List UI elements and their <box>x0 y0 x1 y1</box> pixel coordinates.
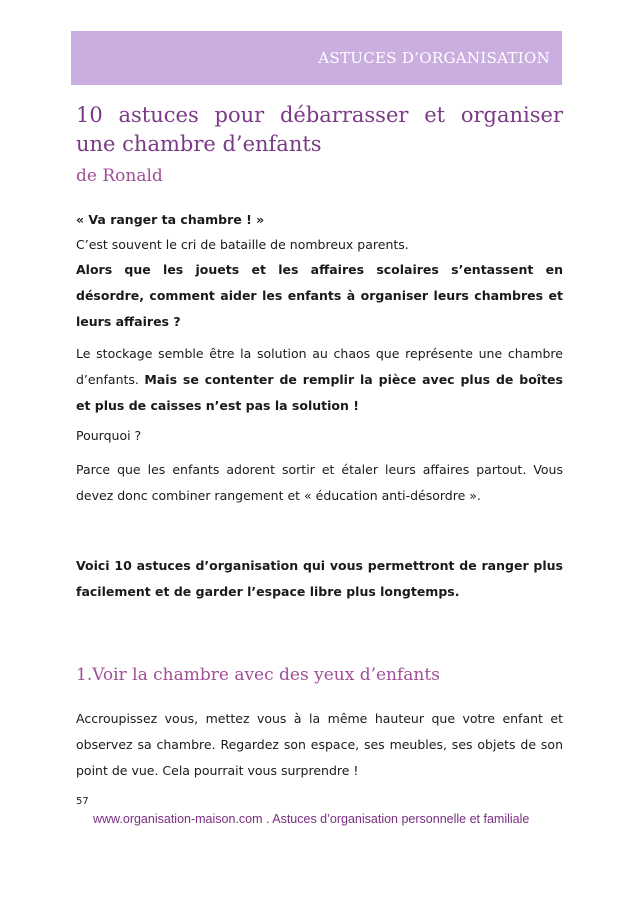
section-title: 1.Voir la chambre avec des yeux d’enfants <box>76 665 440 685</box>
section-paragraph: Accroupissez vous, mettez vous à la même hauteur que votre enfant et observez sa chambre. Regardez son espace, ses meubles, ses objets de son point de vue. Cela pourrait vous surprendre ! <box>76 711 563 778</box>
paragraph-why: Pourquoi ? <box>76 428 142 443</box>
paragraph-question <box>76 257 563 335</box>
header-banner <box>71 31 562 85</box>
storage-text: Le stockage semble être la solution au chaos que représente une chambre d’enfants. <box>76 346 563 387</box>
footer-text: www.organisation-maison.com . Astuces d’organisation personnelle et familiale <box>93 812 530 826</box>
page-title: 10 astuces pour débarrasser et organiser une chambre d’enfants <box>76 103 563 156</box>
banner-text: ASTUCES D’ORGANISATION <box>318 49 550 67</box>
question-text: Alors que les jouets et les affaires scolaires s’entassent en désordre, comment aider les enfants à organiser leurs chambres et leurs affaires ? <box>76 262 563 329</box>
paragraph-because: Parce que les enfants adorent sortir et étaler leurs affaires partout. Vous devez donc combiner rangement et « éducation anti-désordre ». <box>76 462 563 503</box>
paragraph-tips-intro <box>76 553 563 605</box>
paragraph-intro: C’est souvent le cri de bataille de nombreux parents. <box>76 237 409 252</box>
author-byline: de Ronald <box>76 166 163 186</box>
paragraph-quote <box>76 207 563 233</box>
storage-bold-text: Mais se contenter de remplir la pièce avec plus de boîtes et plus de caisses n’est pas la solution ! <box>76 372 563 413</box>
page-number: 57 <box>76 796 89 807</box>
tips-intro-text: Voici 10 astuces d’organisation qui vous permettront de ranger plus facilement et de garder l’espace libre plus longtemps. <box>76 558 563 599</box>
paragraph-storage <box>76 341 563 419</box>
quote-text: « Va ranger ta chambre ! » <box>76 212 265 227</box>
